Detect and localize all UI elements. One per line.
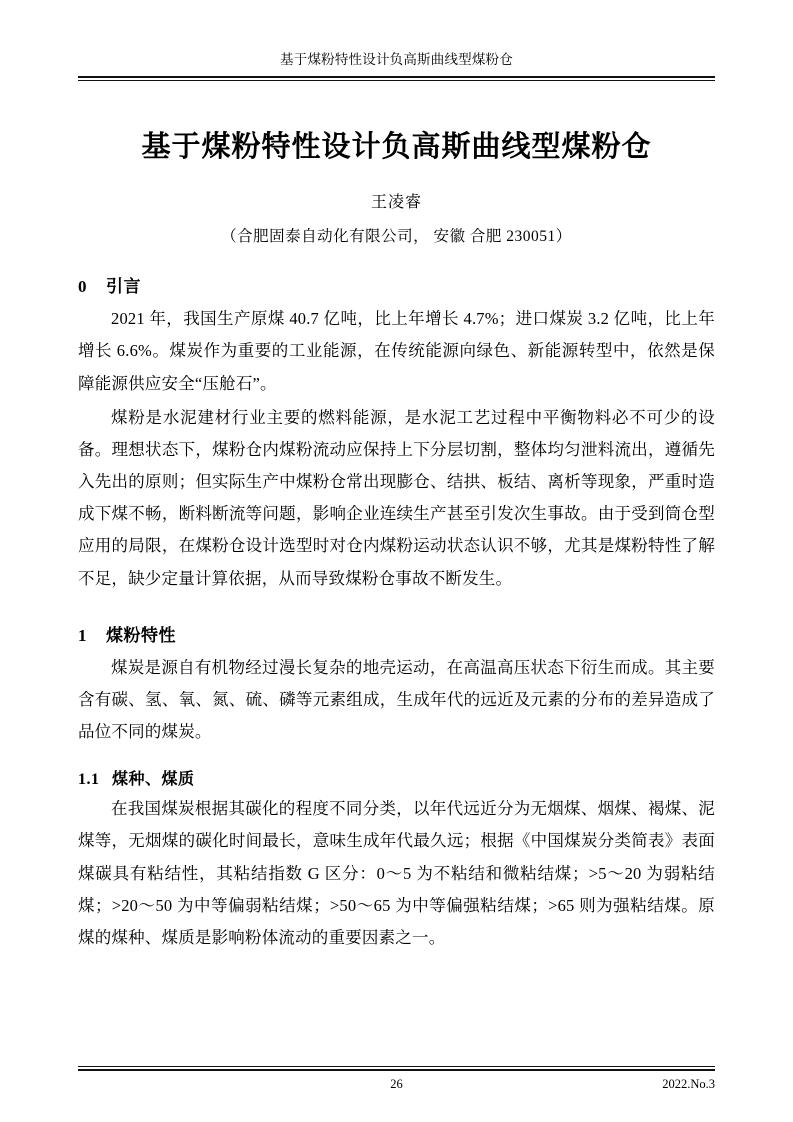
running-head: 基于煤粉特性设计负高斯曲线型煤粉仓 — [280, 52, 513, 67]
paragraph: 煤炭是源自有机物经过漫长复杂的地壳运动，在高温高压状态下衍生而成。其主要含有碳、氢、氧、氮、硫、磷等元素组成，生成年代的远近及元素的分布的差异造成了品位不同的煤炭。 — [78, 657, 715, 742]
paragraph: 煤粉是水泥建材行业主要的燃料能源，是水泥工艺过程中平衡物料必不可少的设备。理想状态下，煤粉仓内煤粉流动应保持上下分层切割，整体均匀泄料流出，遵循先入先出的原则；但实际生产中煤粉仓常出现膨仓、结拱、板结、离析等现象，严重时造成下煤不畅，断料断流等问题，影响企业连续生产甚至引发次生事故。由于受到筒仓型应用的局限，在煤粉仓设计选型时对仓内煤粉运动状态认识不够，尤其是煤粉特性了解不足，缺少定量计算依据，从而导致煤粉仓事故不断发生。 — [78, 407, 715, 588]
section-title-1: 煤粉特性 — [106, 625, 176, 645]
footer-row — [78, 1077, 715, 1092]
section-heading-1 — [78, 621, 715, 646]
subsection-heading-1-1 — [78, 766, 715, 789]
issue-label: 2022.No.3 — [662, 1077, 715, 1091]
footer-rule — [78, 1066, 715, 1071]
author-name: 王凌睿 — [370, 194, 422, 212]
subsection-title-1-1: 煤种、煤质 — [112, 771, 195, 789]
section-number-0: 0 — [78, 277, 87, 297]
author-affiliation: （合肥固泰自动化有限公司， 安徽 合肥 230051） — [221, 228, 572, 246]
page-title: 基于煤粉特性设计负高斯曲线型煤粉仓 — [141, 131, 652, 163]
page-footer — [78, 1066, 715, 1092]
section-title-0: 引言 — [106, 277, 141, 297]
page-content — [78, 48, 715, 1082]
section-heading-0 — [78, 272, 715, 297]
page-number: 26 — [390, 1077, 403, 1091]
subsection-number-1-1: 1.1 — [78, 771, 100, 789]
paragraph: 2021 年，我国生产原煤 40.7 亿吨，比上年增长 4.7%；进口煤炭 3.2 亿吨，比上年增长 6.6%。煤炭作为重要的工业能源，在传统能源向绿色、新能源转型中，依然是保障能源供应安全“压舱石”。 — [78, 309, 715, 393]
section-number-1: 1 — [78, 625, 87, 645]
paragraph: 在我国煤炭根据其碳化的程度不同分类，以年代远近分为无烟煤、烟煤、褐煤、泥煤等，无烟煤的碳化时间最长，意味生成年代最久远；根据《中国煤炭分类简表》表面煤碳具有粘结性，其粘结指数 G 区分：0～5 为不粘结和微粘结煤；>5～20 为弱粘结煤；>20～50 为中等偏弱粘结煤；>50～65 为中等偏强粘结煤；>65 则为强粘结煤。原煤的煤种、煤质是影响粉体流动的重要因素之一。 — [78, 799, 715, 947]
header-rule — [78, 76, 715, 81]
